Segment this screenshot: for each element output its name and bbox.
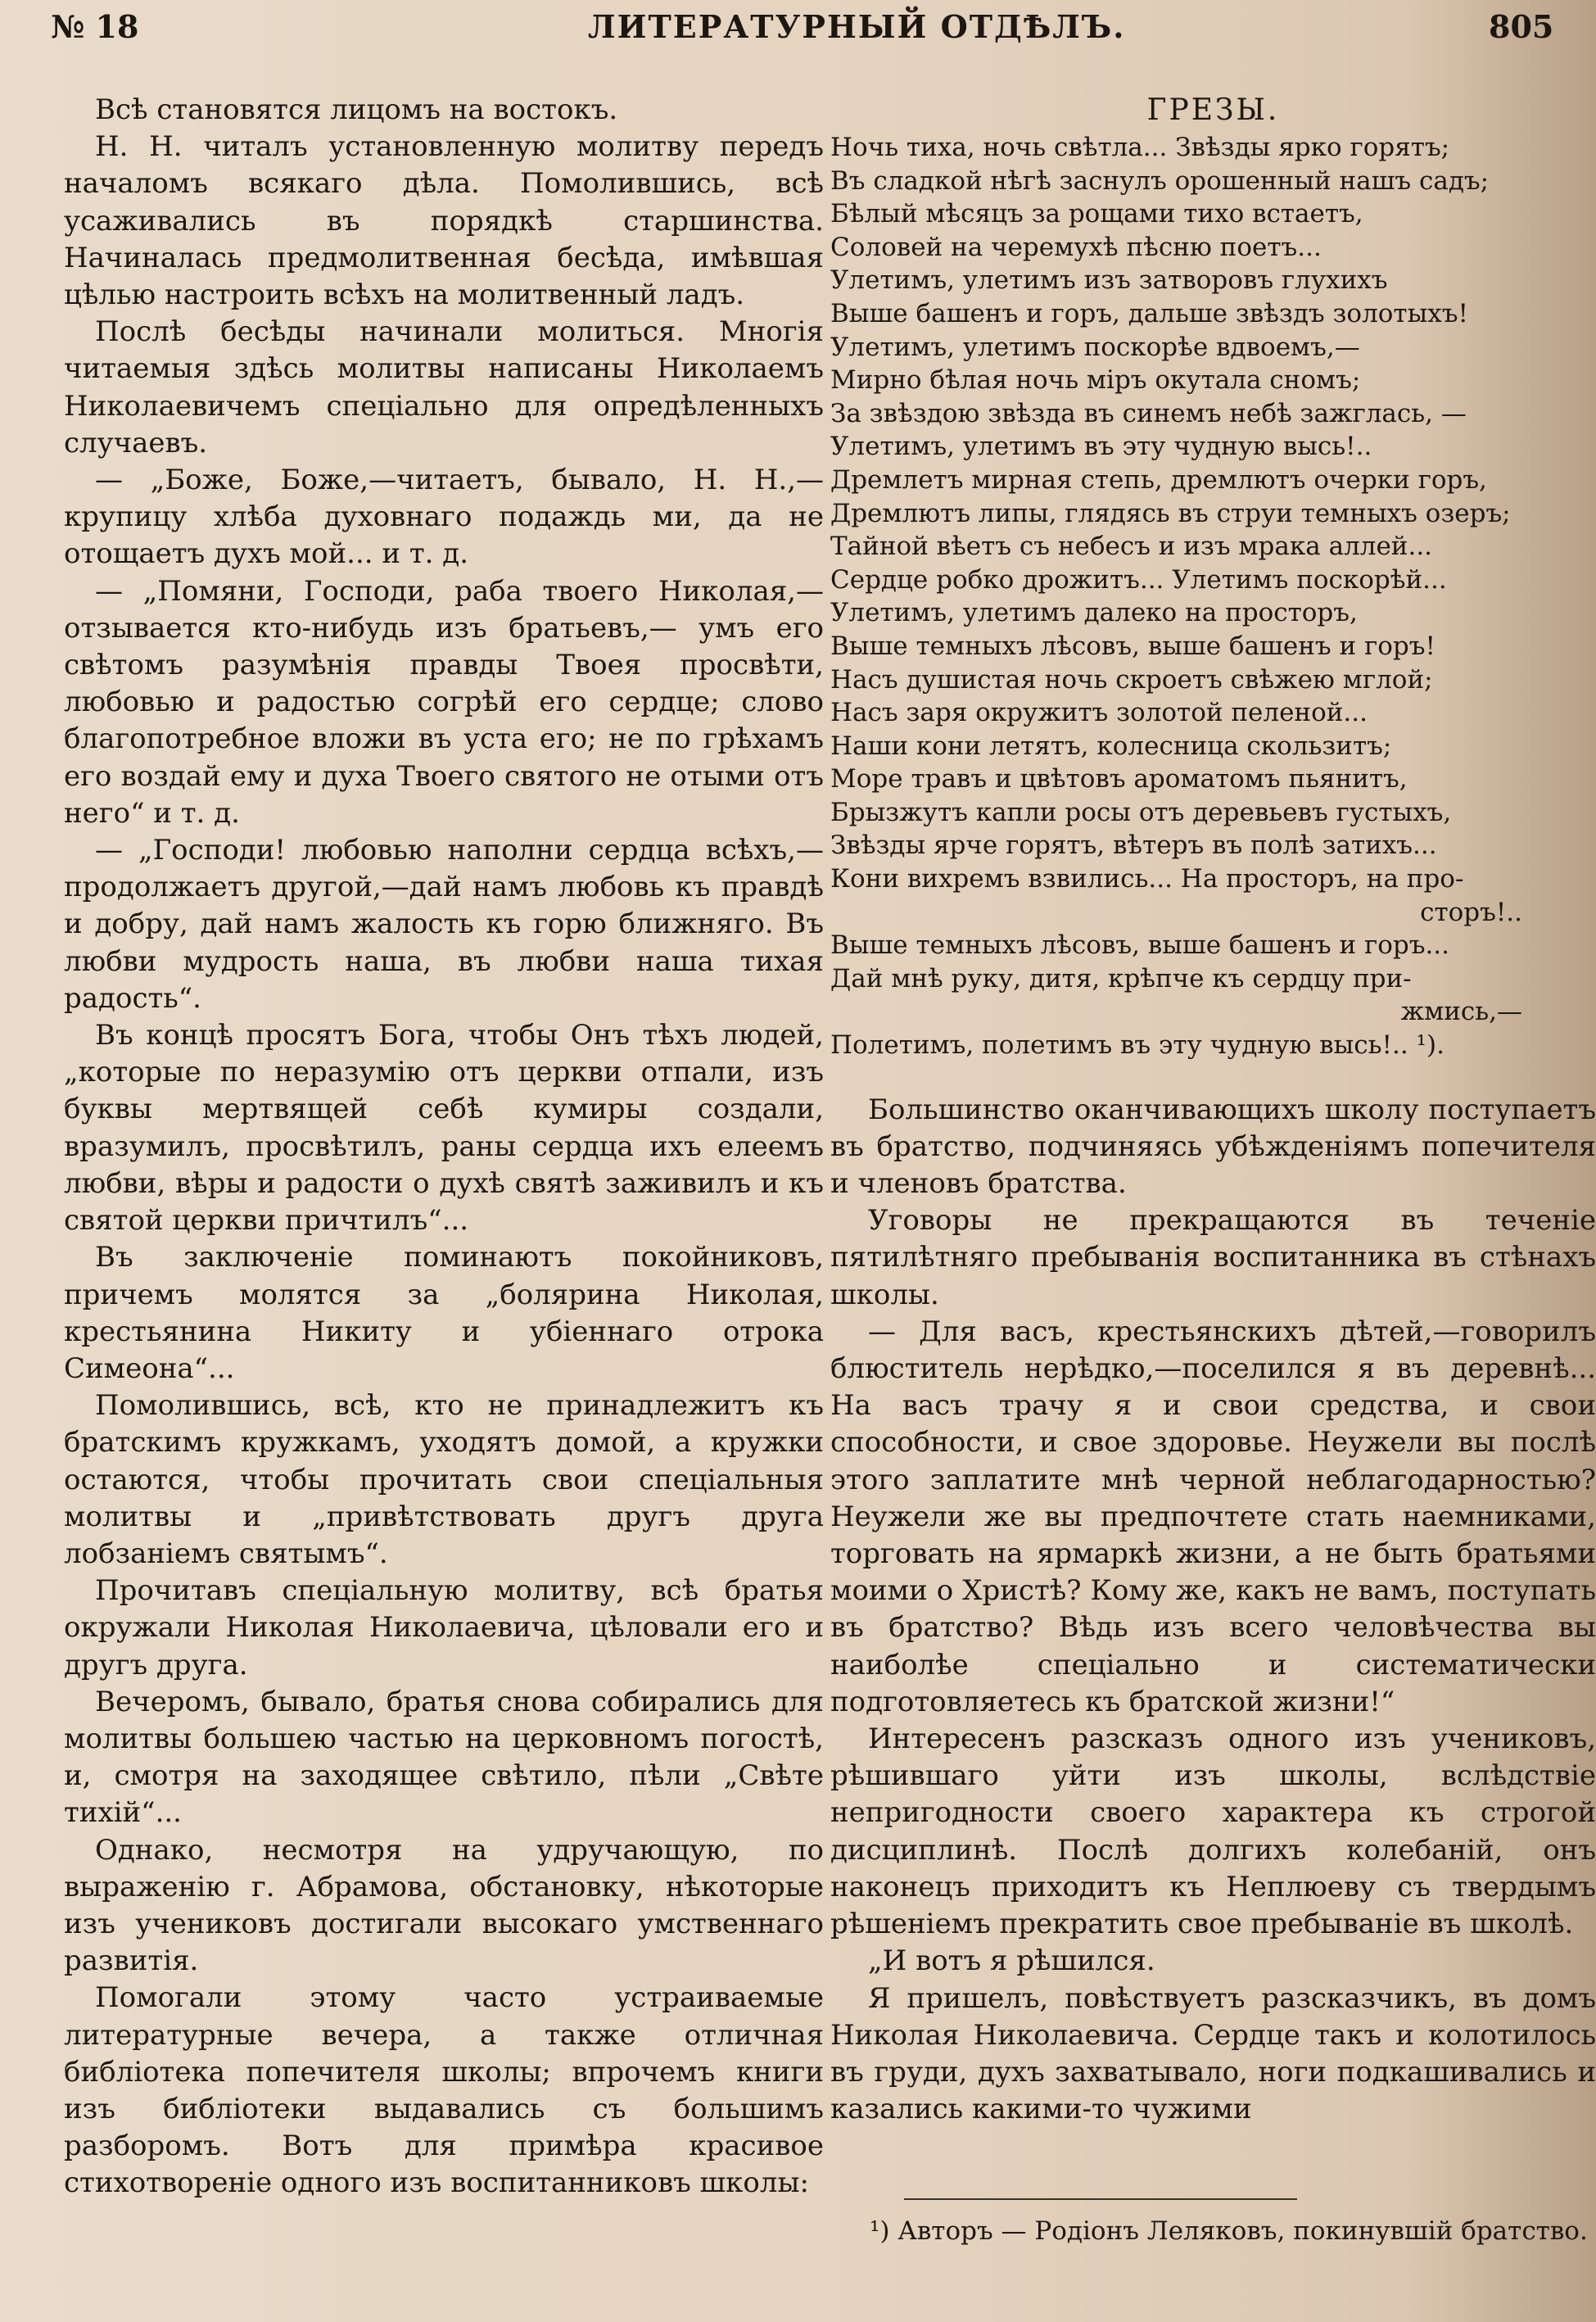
poem-title: ГРЕЗЫ.	[1146, 93, 1280, 127]
section-title: ЛИТЕРАТУРНЫЙ ОТДѢЛЪ.	[588, 8, 1126, 45]
poem-line: Кони вихремъ взвились... На просторъ, на про-	[830, 864, 1464, 894]
poem-line: Выше темныхъ лѣсовъ, выше башенъ и горъ!	[830, 631, 1435, 661]
poem-line: Ночь тиха, ночь свѣтла... Звѣзды ярко горятъ;	[830, 133, 1450, 162]
poem-line: Звѣзды ярче горятъ, вѣтеръ въ полѣ затихъ...	[830, 831, 1437, 861]
paragraph: Однако, несмотря на удручающую, по выраженію г. Абрамова, обстановку, нѣкоторые изъ учениковъ достигали высокаго умственнаго развитія.	[64, 1833, 824, 1978]
poem-line: Море травъ и цвѣтовъ ароматомъ пьянитъ,	[830, 764, 1408, 794]
poem-line: Выше темныхъ лѣсовъ, выше башенъ и горъ...	[830, 930, 1450, 961]
paragraph: — „Помяни, Господи, раба твоего Николая,—отзывается кто-нибудь изъ братьевъ,— умъ его свѣтомъ разумѣнія правды Твоея просвѣти, любовью и радостью согрѣй его сердце; слово благопотребное вложи въ уста его; не по грѣхамъ его воздай ему и духа Твоего святого не отыми отъ него“ и т. д.	[64, 574, 824, 830]
poem-line: Брызжутъ капли росы отъ деревьевъ густыхъ,	[830, 797, 1452, 827]
paragraph: Интересенъ разсказъ одного изъ учениковъ, рѣшившаго уйти изъ школы, вслѣдствіе непригодности своего характера къ строгой дисциплинѣ. Послѣ долгихъ колебаній, онъ наконецъ приходитъ къ Неплюеву съ твердымъ рѣшеніемъ прекратить свое пребываніе въ школѣ.	[830, 1722, 1596, 1941]
paragraph: Помогали этому часто устраиваемые литературные вечера, а также отличная библіотека попечителя школы; впрочемъ книги изъ библіотеки выдавались съ большимъ разборомъ. Вотъ для примѣра красивое стихотвореніе одного изъ воспитанниковъ школы:	[64, 1981, 824, 2200]
paragraph: Вечеромъ, бывало, братья снова собирались для молитвы большею частью на церковномъ погостѣ, и, смотря на заходящее свѣтило, пѣли „Свѣте тихій“...	[64, 1685, 824, 1830]
paragraph: Уговоры не прекращаются въ теченіе пятилѣтняго пребыванія воспитанника въ стѣнахъ школы.	[830, 1204, 1596, 1311]
poem-line-continuation: жмись,—	[1400, 997, 1522, 1027]
poem-line: Дремлютъ липы, глядясь въ струи темныхъ озеръ;	[830, 498, 1511, 528]
poem-line: Бѣлый мѣсяцъ за рощами тихо встаетъ,	[830, 199, 1363, 229]
paragraph: Помолившись, всѣ, кто не принадлежитъ къ братскимъ кружкамъ, уходятъ домой, а кружки остаются, чтобы прочитать свои спеціальныя молитвы и „привѣтствовать другъ друга лобзаніемъ святымъ“.	[64, 1389, 824, 1570]
paragraph: Большинство оканчивающихъ школу поступаетъ въ братство, подчиняясь убѣжденіямъ попечителя и членовъ братства.	[830, 1093, 1596, 1201]
page-header	[0, 5, 1596, 54]
poem-line: Насъ душистая ночь скроетъ свѣжею мглой;	[830, 664, 1433, 695]
paragraph: — „Господи! любовью наполни сердца всѣхъ,—продолжаетъ другой,—дай намъ любовь къ правдѣ и добру, дай намъ жалость къ горю ближняго. Въ любви мудрость наша, въ любви наша тихая радость“.	[64, 834, 824, 1015]
page-number: 805	[1489, 8, 1554, 45]
right-column	[830, 92, 1596, 2247]
paragraph: Послѣ бесѣды начинали молиться. Многія читаемыя здѣсь молитвы написаны Николаемъ Николаевичемъ спеціально для опредѣленныхъ случаевъ.	[64, 315, 824, 459]
spacer	[830, 1062, 1596, 1092]
footnote: ¹) Авторъ — Родіонъ Леляковъ, покинувшій братство.	[870, 2216, 1588, 2247]
poem-line: Выше башенъ и горъ, дальше звѣздъ золотыхъ!	[830, 298, 1468, 328]
paragraph: Всѣ становятся лицомъ на востокъ.	[95, 93, 618, 126]
poem-line: Дай мнѣ руку, дитя, крѣпче къ сердцу при-	[830, 963, 1412, 994]
poem-line: Улетимъ, улетимъ далеко на просторъ,	[830, 598, 1358, 628]
poem-line: Улетимъ, улетимъ изъ затворовъ глухихъ	[830, 265, 1388, 296]
poem-line: Улетимъ, улетимъ въ эту чудную высь!..	[830, 432, 1372, 462]
paragraph: Въ концѣ просятъ Бога, чтобы Онъ тѣхъ людей, „которые по неразумію отъ церкви отпали, изъ буквы мертвящей себѣ кумиры создали, вразумилъ, просвѣтилъ, раны сердца ихъ елеемъ любви, вѣры и радости о духѣ святѣ заживилъ и къ святой церкви причтилъ“...	[64, 1019, 824, 1238]
paragraph: Въ заключеніе поминаютъ покойниковъ, причемъ молятся за „болярина Николая, крестьянина Никиту и убіеннаго отрока Симеона“...	[64, 1241, 824, 1385]
poem-line: Насъ заря окружитъ золотой пеленой...	[830, 698, 1368, 728]
paragraph: — Для васъ, крестьянскихъ дѣтей,—говорилъ блюститель нерѣдко,—поселился я въ деревнѣ... На васъ трачу я и свои средства, и свои способности, и свое здоровье. Неужели вы послѣ этого заплатите мнѣ черной неблагодарностью? Неужели же вы предпочтете стать наемниками, торговать на ярмаркѣ жизни, а не быть братьями моими о Христѣ? Кому же, какъ не вамъ, поступать въ братство? Вѣдь изъ всего человѣчества вы наиболѣе спеціально и систематически подготовляетесь къ братской жизни!“	[830, 1315, 1596, 1718]
poem-line: Соловей на черемухѣ пѣсню поетъ...	[830, 232, 1322, 262]
paragraph: Н. Н. читалъ установленную молитву передъ началомъ всякаго дѣла. Помолившись, всѣ усаживались въ порядкѣ старшинства. Начиналась предмолитвенная бесѣда, имѣвшая цѣлью настроить всѣхъ на молитвенный ладъ.	[64, 130, 824, 312]
poem-line-continuation: сторъ!..	[1420, 897, 1522, 927]
poem-line: Улетимъ, улетимъ поскорѣе вдвоемъ,—	[830, 332, 1360, 362]
paragraph: Я пришелъ, повѣствуетъ разсказчикъ, въ домъ Николая Николаевича. Сердце такъ и колотилось въ груди, духъ захватывало, ноги подкашивались и казались какими-то чужими	[830, 1981, 1596, 2126]
paragraph: „И вотъ я рѣшился.	[868, 1944, 1155, 1978]
poem-line: Въ сладкой нѣгѣ заснулъ орошенный нашъ садъ;	[830, 165, 1490, 196]
paragraph: — „Боже, Боже,—читаетъ, бывало, Н. Н.,— крупицу хлѣба духовнаго подаждь ми, да не отощаетъ духъ мой... и т. д.	[64, 464, 824, 571]
poem-line: За звѣздою звѣзда въ синемъ небѣ зажглась, —	[830, 398, 1467, 428]
footnote-rule	[904, 2198, 1297, 2200]
poem-line: Сердце робко дрожитъ... Улетимъ поскорѣй...	[830, 564, 1447, 595]
issue-number: № 18	[51, 8, 139, 45]
poem-line: Дремлетъ мирная степь, дремлютъ очерки горъ,	[830, 464, 1487, 495]
poem-line: Мирно бѣлая ночь міръ окутала сномъ;	[830, 365, 1361, 396]
poem-line: Тайной вѣетъ съ небесъ и изъ мрака аллей...	[830, 532, 1433, 562]
poem	[830, 131, 1596, 1062]
poem-line: Наши кони летятъ, колесница скользитъ;	[830, 731, 1392, 761]
left-column	[64, 92, 824, 2202]
poem-line: Полетимъ, полетимъ въ эту чудную высь!.. ¹).	[830, 1030, 1445, 1061]
paragraph: Прочитавъ спеціальную молитву, всѣ братья окружали Николая Николаевича, цѣловали его и другъ друга.	[64, 1574, 824, 1682]
